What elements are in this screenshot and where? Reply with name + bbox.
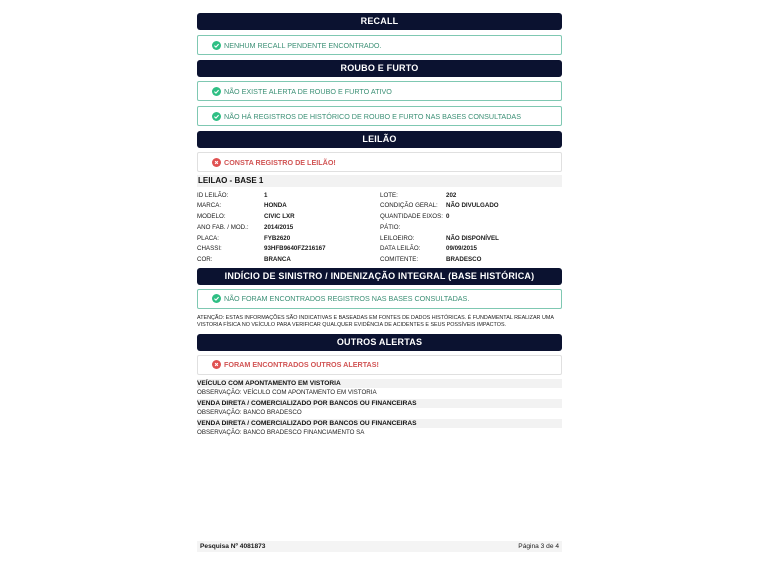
leilao-field-label: ID LEILÃO:	[197, 191, 229, 199]
leilao-base-title: LEILAO - BASE 1	[197, 175, 562, 187]
roubo-furto-header: ROUBO E FURTO	[197, 60, 562, 77]
x-circle-icon	[212, 158, 221, 167]
leilao-field-label: PÁTIO:	[380, 223, 401, 231]
leilao-field-value: BRANCA	[264, 256, 291, 264]
leilao-detail-row	[197, 233, 562, 244]
leilao-field-value: 09/09/2015	[446, 245, 477, 253]
leilao-detail-row	[197, 212, 562, 223]
check-circle-icon	[212, 87, 221, 96]
leilao-message: CONSTA REGISTRO DE LEILÃO!	[224, 157, 336, 167]
check-circle-icon	[212, 112, 221, 121]
report-page	[197, 13, 562, 438]
leilao-field-value: 2014/2015	[264, 223, 294, 231]
outros-alerts-list	[197, 379, 562, 438]
alert-observation: OBSERVAÇÃO: BANCO BRADESCO	[197, 408, 302, 416]
leilao-field-value: CIVIC LXR	[264, 213, 295, 221]
leilao-field-value: HONDA	[264, 202, 287, 210]
page-number: Página 3 de 4	[518, 543, 559, 550]
page-footer	[197, 541, 562, 552]
leilao-field-value: 93HFB9640FZ216167	[264, 245, 326, 253]
leilao-field-value: NÃO DIVULGADO	[446, 202, 499, 210]
sinistro-message: NÃO FORAM ENCONTRADOS REGISTROS NAS BASES CONSULTADAS.	[224, 294, 470, 304]
leilao-field-label: QUANTIDADE EIXOS:	[380, 213, 443, 221]
leilao-header: LEILÃO	[197, 131, 562, 148]
recall-message-box	[197, 35, 562, 55]
sinistro-message-box	[197, 289, 562, 309]
pesquisa-number: Pesquisa Nº 4081873	[200, 543, 266, 550]
alert-title: VEÍCULO COM APONTAMENTO EM VISTORIA	[197, 379, 562, 388]
leilao-field-value: 202	[446, 191, 457, 199]
leilao-field-label: COMITENTE:	[380, 256, 419, 264]
leilao-field-label: COR:	[197, 256, 213, 264]
alert-observation: OBSERVAÇÃO: BANCO BRADESCO FINANCIAMENTO SA	[197, 428, 365, 436]
roubo-message-1: NÃO EXISTE ALERTA DE ROUBO E FURTO ATIVO	[224, 86, 392, 96]
leilao-field-label: LOTE:	[380, 191, 398, 199]
leilao-field-value: BRADESCO	[446, 256, 482, 264]
leilao-detail-row	[197, 201, 562, 212]
leilao-field-label: DATA LEILÃO:	[380, 245, 421, 253]
leilao-field-label: MARCA:	[197, 202, 222, 210]
x-circle-icon	[212, 360, 221, 369]
leilao-detail-row	[197, 244, 562, 255]
check-circle-icon	[212, 294, 221, 303]
leilao-field-label: LEILOEIRO:	[380, 234, 415, 242]
leilao-field-label: ANO FAB. / MOD.:	[197, 223, 249, 231]
sinistro-header: INDÍCIO DE SINISTRO / INDENIZAÇÃO INTEGRAL (BASE HISTÓRICA)	[197, 268, 562, 285]
outros-message: FORAM ENCONTRADOS OUTROS ALERTAS!	[224, 360, 379, 370]
alert-title: VENDA DIRETA / COMERCIALIZADO POR BANCOS OU FINANCEIRAS	[197, 399, 562, 408]
leilao-detail-row	[197, 222, 562, 233]
recall-header: RECALL	[197, 13, 562, 30]
leilao-field-value: FYB2620	[264, 234, 291, 242]
roubo-message-2: NÃO HÁ REGISTROS DE HISTÓRICO DE ROUBO E FURTO NAS BASES CONSULTADAS	[224, 111, 521, 121]
outros-message-box	[197, 355, 562, 375]
roubo-message-box-2	[197, 106, 562, 126]
leilao-detail-row	[197, 255, 562, 266]
outros-alertas-header: OUTROS ALERTAS	[197, 334, 562, 351]
leilao-field-label: CONDIÇÃO GERAL:	[380, 202, 438, 210]
roubo-message-box-1	[197, 81, 562, 101]
leilao-field-value: 0	[446, 213, 450, 221]
leilao-field-label: CHASSI:	[197, 245, 222, 253]
alert-observation: OBSERVAÇÃO: VEÍCULO COM APONTAMENTO EM VISTORIA	[197, 388, 377, 396]
leilao-field-label: MODELO:	[197, 213, 226, 221]
recall-message: NENHUM RECALL PENDENTE ENCONTRADO.	[224, 40, 382, 50]
sinistro-note: ATENÇÃO: ESTAS INFORMAÇÕES SÃO INDICATIVAS E BASEADAS EM FONTES DE DADOS HISTÓRICAS. É FUNDAMENTAL REALIZAR UMA VISTORIA FÍSICA NO VEÍCULO PARA VERIFICAR QUALQUER EVIDÊNCIA DE ACIDENTES E SEUS POSSÍVEIS IMPACTOS.	[197, 314, 554, 328]
alert-title: VENDA DIRETA / COMERCIALIZADO POR BANCOS OU FINANCEIRAS	[197, 419, 562, 428]
leilao-field-value: 1	[264, 191, 268, 199]
leilao-field-value: NÃO DISPONÍVEL	[446, 234, 499, 242]
leilao-details	[197, 190, 562, 266]
leilao-detail-row	[197, 190, 562, 201]
leilao-message-box	[197, 152, 562, 172]
leilao-field-label: PLACA:	[197, 234, 220, 242]
check-circle-icon	[212, 41, 221, 50]
